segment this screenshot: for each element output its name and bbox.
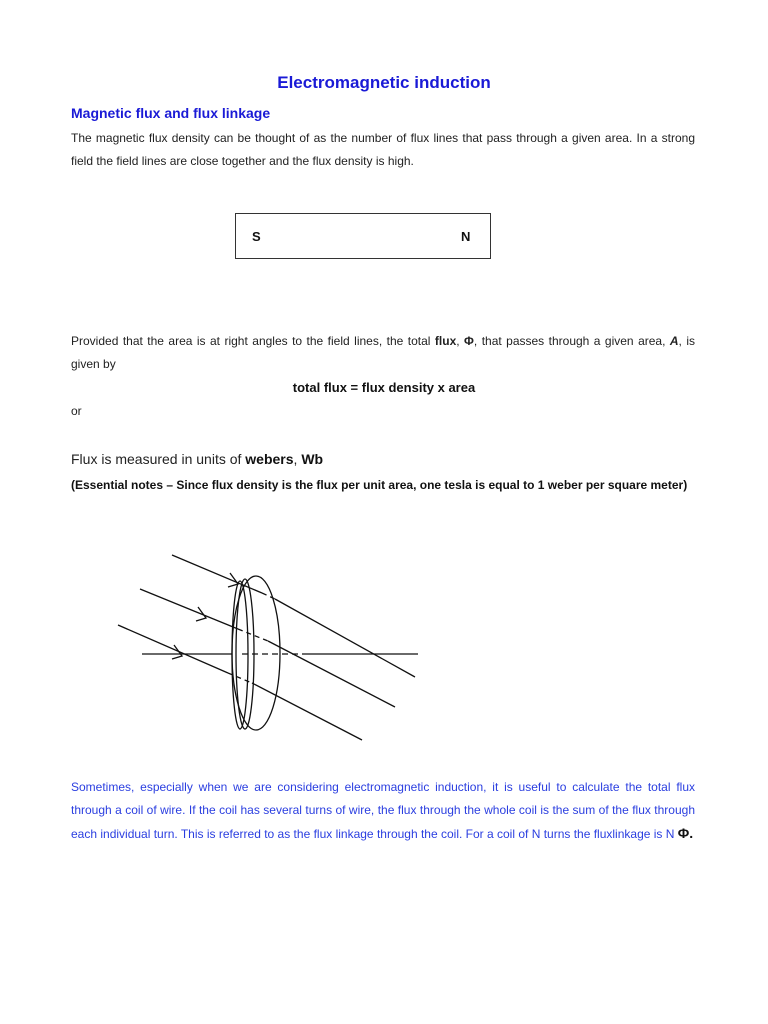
phi-symbol: Φ.	[677, 825, 694, 841]
field-line	[118, 625, 228, 673]
text-span: Provided that the area is at right angles to the field lines, the total	[71, 334, 435, 348]
phi-symbol: Φ	[464, 334, 474, 348]
or-text: or	[71, 404, 82, 418]
text-span: , is given by	[71, 334, 696, 371]
flux-density-paragraph: The magnetic flux density can be thought of as the number of flux lines that pass through a given area. In a strong field the field lines are close together and the flux density is high.	[71, 131, 695, 168]
arrow-head	[228, 573, 238, 587]
flux-through-coil-diagram	[110, 545, 430, 755]
bar-magnet	[235, 213, 491, 259]
area-symbol: A	[669, 334, 679, 348]
coil-rim-front	[232, 576, 280, 730]
flux-linkage-paragraph	[71, 776, 695, 846]
south-pole-label: S	[252, 229, 261, 244]
flux-term: flux	[434, 334, 457, 348]
flux-linkage-text: Sometimes, especially when we are considering electromagnetic induction, it is useful to calculate the total flux through a coil of wire. If the coil has several turns of wire, the flux through the whole coil is the sum of the flux through each individual turn. This is referred to as the flux linkage through the coil. For a coil of N turns the fluxlinkage is N	[71, 780, 695, 841]
total-flux-paragraph	[71, 330, 695, 376]
field-line	[268, 641, 395, 707]
section-heading: Magnetic flux and flux linkage	[71, 105, 271, 121]
field-line	[252, 683, 362, 740]
field-line-hidden	[228, 673, 252, 683]
essential-notes: (Essential notes – Since flux density is the flux per unit area, one tesla is equal to 1 weber per square meter)	[71, 478, 688, 492]
unit-symbol: Wb	[301, 451, 324, 467]
text-span: , that passes through a given area,	[473, 334, 670, 348]
field-line	[140, 589, 238, 629]
text-span: ,	[456, 334, 465, 348]
units-line	[71, 451, 323, 467]
coil-rim-back	[232, 581, 248, 729]
text-span: Flux is measured in units of	[71, 451, 246, 467]
field-line	[275, 599, 415, 677]
text-span: ,	[293, 451, 302, 467]
field-line	[172, 555, 262, 593]
unit-name: webers	[245, 451, 294, 467]
page-title: Electromagnetic induction	[277, 73, 491, 92]
flux-formula: total flux = flux density x area	[292, 380, 476, 395]
north-pole-label: N	[461, 229, 471, 244]
